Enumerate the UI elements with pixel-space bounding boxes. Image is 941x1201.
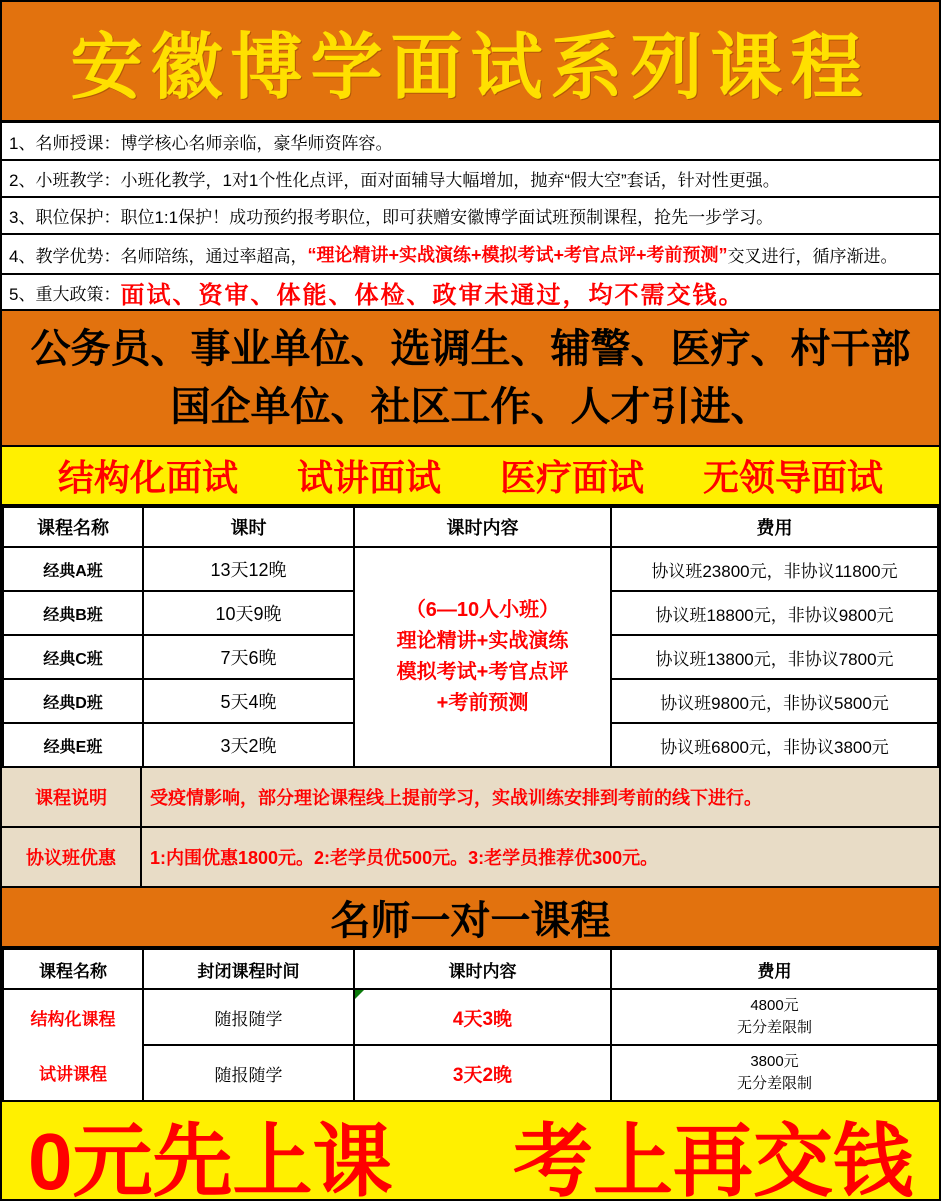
one-on-one-content — [354, 1045, 611, 1101]
course-fee: 协议班6800元，非协议3800元 — [611, 723, 938, 767]
feature-5-highlight: 面试、资审、体能、体检、政审未通过，均不需交钱。 — [120, 282, 745, 309]
feature-row-5 — [2, 275, 939, 311]
footer-slogan-left: 0元先上课 — [28, 1116, 393, 1201]
course-name: 经典C班 — [3, 635, 143, 679]
one-on-one-name: 结构化课程 — [30, 1010, 116, 1029]
one-on-one-content — [354, 989, 611, 1045]
course-duration: 7天6晚 — [143, 635, 354, 679]
course-name: 经典D班 — [3, 679, 143, 723]
poster-title: 安徽博学面试系列课程 — [70, 28, 871, 108]
note-row-discount — [2, 828, 939, 888]
interview-types-strip — [2, 447, 939, 506]
header-content: 课时内容 — [354, 949, 611, 989]
feature-4-label: 4、教学优势： — [9, 246, 121, 266]
poster-header — [2, 2, 939, 123]
feature-4-text-before: 名师陪练，通过率超高， — [120, 246, 308, 266]
feature-1-text: 博学核心名师亲临，豪华师资阵容。 — [120, 133, 393, 153]
course-table-header — [3, 507, 938, 547]
content-line-1: （6—10人小班） — [405, 599, 560, 621]
one-on-one-time: 随报随学 — [143, 1045, 354, 1101]
fee-condition: 无分差限制 — [736, 1075, 812, 1092]
note-row-course-info — [2, 768, 939, 828]
note-text: 受疫情影响，部分理论课程线上提前学习，实战训练安排到考前的线下进行。 — [150, 788, 762, 808]
one-on-one-content-text: 4天3晚 — [452, 1008, 513, 1030]
course-duration: 5天4晚 — [143, 679, 354, 723]
course-duration: 13天12晚 — [143, 547, 354, 591]
header-fee: 费用 — [611, 507, 938, 547]
course-fee: 协议班9800元，非协议5800元 — [611, 679, 938, 723]
one-on-one-fee — [611, 1045, 938, 1101]
feature-row-1 — [2, 123, 939, 161]
type-structured: 结构化面试 — [58, 457, 239, 498]
footer-slogan — [2, 1102, 939, 1201]
header-course-name: 课程名称 — [3, 507, 143, 547]
course-name: 经典E班 — [3, 723, 143, 767]
one-on-one-time: 随报随学 — [143, 989, 354, 1045]
course-name: 经典B班 — [3, 591, 143, 635]
audience-banner — [2, 311, 939, 447]
fee-amount: 3800元 — [750, 1052, 799, 1070]
header-duration: 课时 — [143, 507, 354, 547]
course-table — [2, 506, 939, 768]
course-fee: 协议班18800元，非协议9800元 — [611, 591, 938, 635]
course-row-a — [3, 547, 938, 591]
one-on-one-banner — [2, 888, 939, 948]
type-leaderless: 无领导面试 — [702, 457, 883, 498]
audience-line-1: 公务员、事业单位、选调生、辅警、医疗、村干部 — [30, 327, 911, 371]
content-line-4: +考前预测 — [436, 692, 529, 714]
feature-row-2 — [2, 161, 939, 198]
feature-4-highlight: “理论精讲+实战演练+模拟考试+考官点评+考前预测” — [307, 245, 728, 265]
course-fee: 协议班13800元，非协议7800元 — [611, 635, 938, 679]
one-on-one-fee — [611, 989, 938, 1045]
note-label: 协议班优惠 — [2, 828, 142, 886]
feature-row-3 — [2, 198, 939, 235]
feature-1-label: 1、名师授课： — [9, 133, 121, 153]
feature-3-text: 职位1:1保护！成功预约报考职位，即可获赠安徽博学面试班预制课程，抢先一步学习。 — [120, 208, 774, 227]
one-on-one-name: 试讲课程 — [39, 1065, 107, 1084]
course-duration: 3天2晚 — [143, 723, 354, 767]
content-line-3: 模拟考试+考官点评 — [396, 661, 569, 683]
course-duration: 10天9晚 — [143, 591, 354, 635]
note-text: 1:内围优惠1800元。2:老学员优500元。3:老学员推荐优300元。 — [150, 848, 659, 868]
feature-2-label: 2、小班教学： — [9, 171, 121, 190]
course-name: 经典A班 — [3, 547, 143, 591]
feature-2-text: 小班化教学，1对1个性化点评，面对面辅导大幅增加，抛弃“假大空”套话，针对性更强。 — [120, 171, 780, 190]
type-lecture: 试讲面试 — [296, 457, 441, 498]
one-on-one-content-text: 3天2晚 — [452, 1064, 513, 1086]
course-fee: 协议班23800元，非协议11800元 — [611, 547, 938, 591]
feature-5-label: 5、重大政策： — [9, 284, 121, 304]
one-on-one-banner-title: 名师一对一课程 — [330, 898, 611, 943]
one-on-one-row-lecture — [3, 1045, 938, 1101]
course-content-merged-cell — [354, 547, 611, 767]
one-on-one-row-structured — [3, 989, 938, 1045]
fee-amount: 4800元 — [750, 996, 799, 1014]
one-on-one-name-merged-cell — [3, 989, 143, 1101]
header-course-name: 课程名称 — [3, 949, 143, 989]
header-fee: 费用 — [611, 949, 938, 989]
header-content: 课时内容 — [354, 507, 611, 547]
one-on-one-table-header — [3, 949, 938, 989]
note-label: 课程说明 — [2, 768, 142, 826]
footer-slogan-right: 考上再交钱 — [513, 1116, 913, 1201]
header-schedule: 封闭课程时间 — [143, 949, 354, 989]
audience-line-2: 国企单位、社区工作、人才引进、 — [170, 385, 771, 429]
content-line-2: 理论精讲+实战演练 — [396, 630, 569, 652]
type-medical: 医疗面试 — [499, 457, 644, 498]
feature-4-text-after: 交叉进行，循序渐进。 — [727, 246, 898, 266]
feature-row-4 — [2, 235, 939, 275]
feature-3-label: 3、职位保护： — [9, 208, 121, 227]
one-on-one-table — [2, 948, 939, 1102]
fee-condition: 无分差限制 — [736, 1019, 812, 1036]
comment-triangle-icon — [355, 990, 364, 999]
